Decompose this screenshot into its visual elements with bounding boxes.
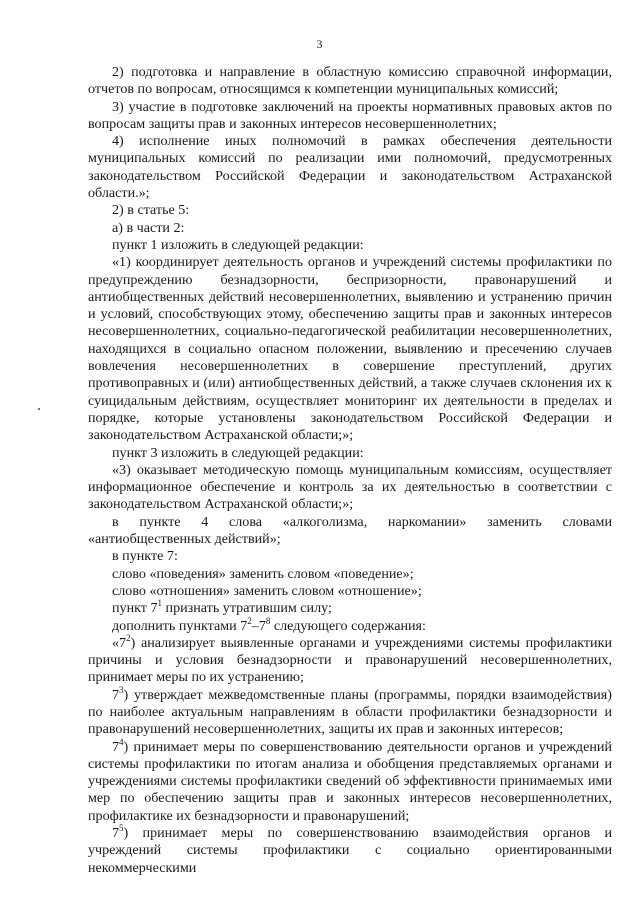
paragraph-13: слово «отношения» заменить словом «отношение»; [112,582,422,599]
paragraph-14-before: пункт 7 [112,600,158,617]
paragraph-16-before: «7 [112,634,127,651]
paragraph-4: 2) в статье 5: [112,202,190,219]
paragraph-18-after: ) принимает меры по совершенствованию деятельности органов и учреждений системы профилактики по итогам анализа и обобщения представляемых органами и учреждениями системы профилактики сведений об эффективности принимаемых ими мер по обеспечению защиты прав и законных интересов несовершеннолетних, профилактике их безнадзорности и правонарушений; [88,738,612,824]
paragraph-15-after: следующего содержания: [270,617,426,634]
paragraph-8: пункт 3 изложить в следующей редакции: [112,444,364,461]
paragraph-11: в пункте 7: [112,548,178,565]
paragraph-16-sup: 2 [126,632,131,643]
paragraph-12: слово «поведения» заменить словом «поведение»; [112,565,414,582]
paragraph-19-sup: 5 [119,823,124,834]
paragraph-17-after: ) утверждает межведомственные планы (программы, порядки взаимодействия) по наиболее актуальным направлениям в области профилактики безнадзорности и правонарушений несовершеннолетних, защиты их прав и законных интересов; [88,686,612,738]
paragraph-7: «1) координирует деятельность органов и учреждений системы профилактики по предупреждению безнадзорности, беспризорности, правонарушений и антиобщественных действий несовершеннолетних, выявлению и устранению причин и условий, способствующих этому, обеспечению защиты прав и законных интересов несовершеннолетних, социально-педагогической реабилитации несовершеннолетних, находящихся в социально опасном положении, выявлению и пресечению случаев вовлечения несовершеннолетних в совершение преступлений, других противоправных и (или) антиобщественных действий, а также случаев склонения их к суицидальным действиям, осуществляет мониторинг их деятельности в пределах и порядке, которые установлены законодательством Российской Федерации и законодательством Астраханской области;»; [88,254,612,444]
document-body [88,64,612,877]
paragraph-18-before: 7 [112,738,120,755]
paragraph-1: 2) подготовка и направление в областную комиссию справочной информации, отчетов по вопросам, относящимся к компетенции муниципальных комиссий; [88,64,612,98]
paragraph-17-before: 7 [112,686,120,703]
paragraph-15-sup1: 2 [247,615,252,626]
paragraph-14 [88,600,612,617]
paragraph-18 [88,736,612,825]
paragraph-15-before: дополнить пунктами 7 [112,617,248,634]
paragraph-19-after: ) принимает меры по совершенствованию взаимодействия органов и учреждений системы профилактики с социально ориентированными некоммерческими [88,825,612,876]
page-number: 3 [316,37,323,51]
paragraph-15 [88,615,612,635]
paragraph-14-after: признать утратившим силу; [162,600,332,617]
paragraph-17 [88,684,612,739]
paragraph-6: пункт 1 изложить в следующей редакции: [112,236,364,253]
paragraph-15-mid: –7 [251,617,266,634]
margin-mark [38,408,40,410]
paragraph-16 [88,632,612,687]
paragraph-17-sup: 3 [119,684,124,695]
paragraph-3: 4) исполнение иных полномочий в рамках обеспечения деятельности муниципальных комиссий по реализации ими полномочий, предусмотренных законодательством Российской Федерации и законодательством Астраханской области.»; [88,133,612,202]
paragraph-19 [88,825,612,877]
paragraph-15-sup2: 8 [265,615,271,626]
paragraph-16-after: ) анализирует выявленные органами и учреждениями системы профилактики причины и условия безнадзорности и правонарушений несовершеннолетних, принимает меры по их устранению; [88,634,612,686]
paragraph-19-before: 7 [112,825,120,842]
paragraph-14-sup: 1 [157,598,163,609]
paragraph-5: а) в части 2: [112,219,185,236]
paragraph-18-sup: 4 [119,736,124,747]
paragraph-2: 3) участие в подготовке заключений на проекты нормативных правовых актов по вопросам защиты прав и законных интересов несовершеннолетних; [88,98,612,132]
paragraph-9: «3) оказывает методическую помощь муниципальным комиссиям, осуществляет информационное обеспечение и контроль за их деятельностью в соответствии с законодательством Астраханской области;»; [88,461,612,513]
paragraph-10: в пункте 4 слова «алкоголизма, наркомании» заменить словами «антиобщественных действий»; [88,513,612,548]
